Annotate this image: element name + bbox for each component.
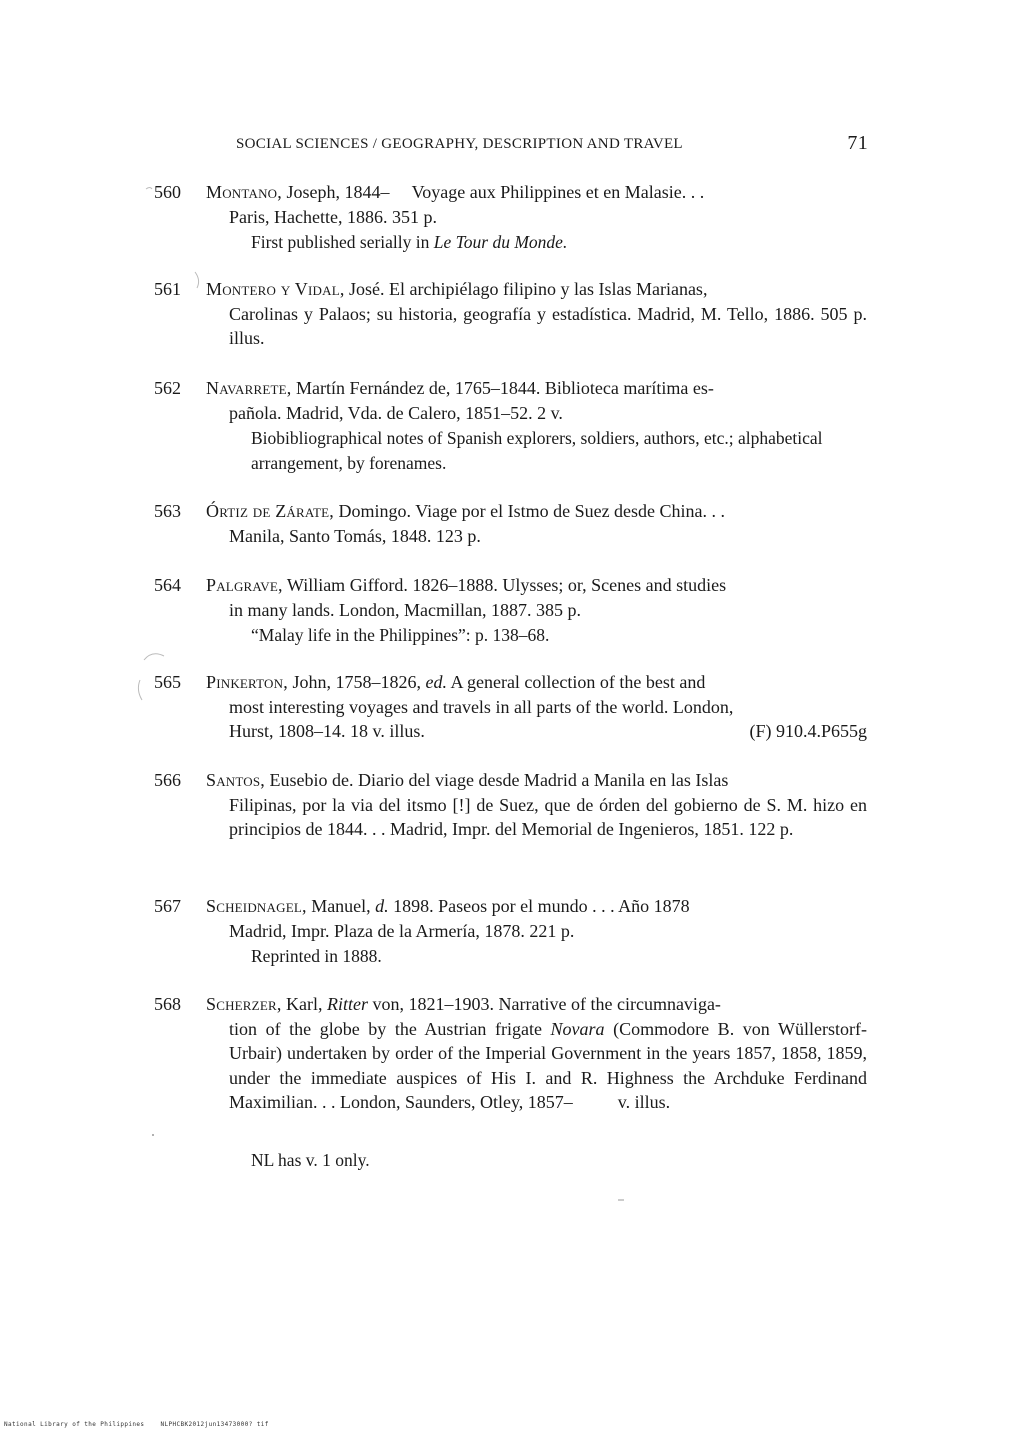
entry-citation: Montano, Joseph, 1844– Voyage aux Philippines et en Malasie. . . Paris, Hachette, 1886. 351 p. xyxy=(206,182,705,227)
footer-library: National Library of the Philippines xyxy=(4,1421,145,1428)
entry-number: 568 xyxy=(154,994,181,1014)
entry-author: Palgrave, xyxy=(206,575,283,595)
entry-number: 561 xyxy=(154,279,181,299)
page-number: 71 xyxy=(847,132,868,154)
entry-note: First published serially in Le Tour du Monde. xyxy=(251,232,568,252)
scan-footer xyxy=(4,1421,269,1428)
footer-file-id: NLPHCBK2012jun13473000? tif xyxy=(160,1421,269,1428)
entry-author: Montano, xyxy=(206,182,282,202)
entry-citation: Órtiz de Zárate, Domingo. Viage por el Istmo de Suez desde China. . . Manila, Santo Tomás, 1848. 123 p. xyxy=(206,501,726,546)
entry-imprint: Filipinas, por la via del itsmo [!] de Suez, que de órden del gobierno de S. M. hizo en principios de 1844. . . Madrid, Impr. del Memorial de Ingenieros, 1851. 122 p. xyxy=(229,794,867,839)
entry-author: Scheidnagel, xyxy=(206,896,307,916)
entry-imprint: Carolinas y Palaos; su historia, geografía y estadística. Madrid, M. Tello, 1886. 505 p. illus. xyxy=(229,303,867,348)
entry-number: 565 xyxy=(154,672,181,692)
entry-number: 567 xyxy=(154,896,181,916)
entry-citation: Santos, Eusebio de. Diario del viage desde Madrid a Manila en las Islas Filipinas, por la via del itsmo [!] de Suez, que de órden del gobierno de S. M. hizo en principios de 1844. . . Madrid, Impr. del Memorial de Ingenieros, 1851. 122 p. xyxy=(206,770,867,839)
entry-author: Navarrete, xyxy=(206,378,292,398)
entry-author: Pinkerton, xyxy=(206,672,288,692)
entry-imprint: Paris, Hachette, 1886. 351 p. xyxy=(229,206,437,227)
entry-imprint: pañola. Madrid, Vda. de Calero, 1851–52. 2 v. xyxy=(229,402,563,423)
entry-citation: Scheidnagel, Manuel, d. 1898. Paseos por el mundo . . . Año 1878 Madrid, Impr. Plaza de la Armería, 1878. 221 p. xyxy=(206,896,690,941)
entry-imprint: Madrid, Impr. Plaza de la Armería, 1878. 221 p. xyxy=(229,920,575,941)
entry-number: 563 xyxy=(154,501,181,521)
entry-author: Órtiz de Zárate, xyxy=(206,501,335,521)
entry-citation: Montero y Vidal, José. El archipiélago filipino y las Islas Marianas, Carolinas y Palaos; su historia, geografía y estadística. Madrid, M. Tello, 1886. 505 p. illus. xyxy=(206,279,867,348)
entry-author: Santos, xyxy=(206,770,266,790)
running-title: SOCIAL SCIENCES / GEOGRAPHY, DESCRIPTION AND TRAVEL xyxy=(236,136,683,152)
entry-last-line: Hurst, 1808–14. 18 v. illus. (F) 910.4.P655g xyxy=(229,719,867,744)
entry-imprint: most interesting voyages and travels in all parts of the world. London, xyxy=(229,696,734,717)
entry-note: Reprinted in 1888. xyxy=(251,946,382,966)
entry-number: 566 xyxy=(154,770,181,790)
entry-citation: Palgrave, William Gifford. 1826–1888. Ulysses; or, Scenes and studies in many lands. London, Macmillan, 1887. 385 p. xyxy=(206,575,727,620)
entry-author: Scherzer, xyxy=(206,994,282,1014)
entry-citation: Pinkerton, John, 1758–1826, ed. A general collection of the best and most interesting voyages and travels in all parts of the world. London, xyxy=(206,672,734,717)
entry-note: “Malay life in the Philippines”: p. 138–68. xyxy=(251,625,550,645)
entry-citation: Scherzer, Karl, Ritter von, 1821–1903. Narrative of the circumnaviga- tion of the globe by the Austrian frigate Novara (Commodore B. von Wüllerstorf-Urbair) undertaken by order of the Imperial Government in the years 1857, 1858, 1859, under the immediate auspices of His I. and R. Highness the Archduke Ferdinand Maximilian. . . London, Saunders, Otley, 1857– v. illus. xyxy=(206,994,872,1112)
entry-note: Biobibliographical notes of Spanish explorers, soldiers, authors, etc.; alphabetical arrangement, by forenames. xyxy=(251,428,823,473)
running-header xyxy=(236,132,868,156)
call-number: (F) 910.4.P655g xyxy=(749,721,867,741)
entry-number: 564 xyxy=(154,575,181,595)
entry-note: NL has v. 1 only. xyxy=(251,1150,370,1170)
entry-number: 560 xyxy=(154,182,181,202)
entry-imprint: in many lands. London, Macmillan, 1887. 385 p. xyxy=(229,599,581,620)
entry-author: Montero y Vidal, xyxy=(206,279,345,299)
entry-number: 562 xyxy=(154,378,181,398)
entry-citation: Navarrete, Martín Fernández de, 1765–1844. Biblioteca marítima es- pañola. Madrid, Vda. de Calero, 1851–52. 2 v. xyxy=(206,378,714,423)
entry-imprint: Manila, Santo Tomás, 1848. 123 p. xyxy=(229,525,481,546)
